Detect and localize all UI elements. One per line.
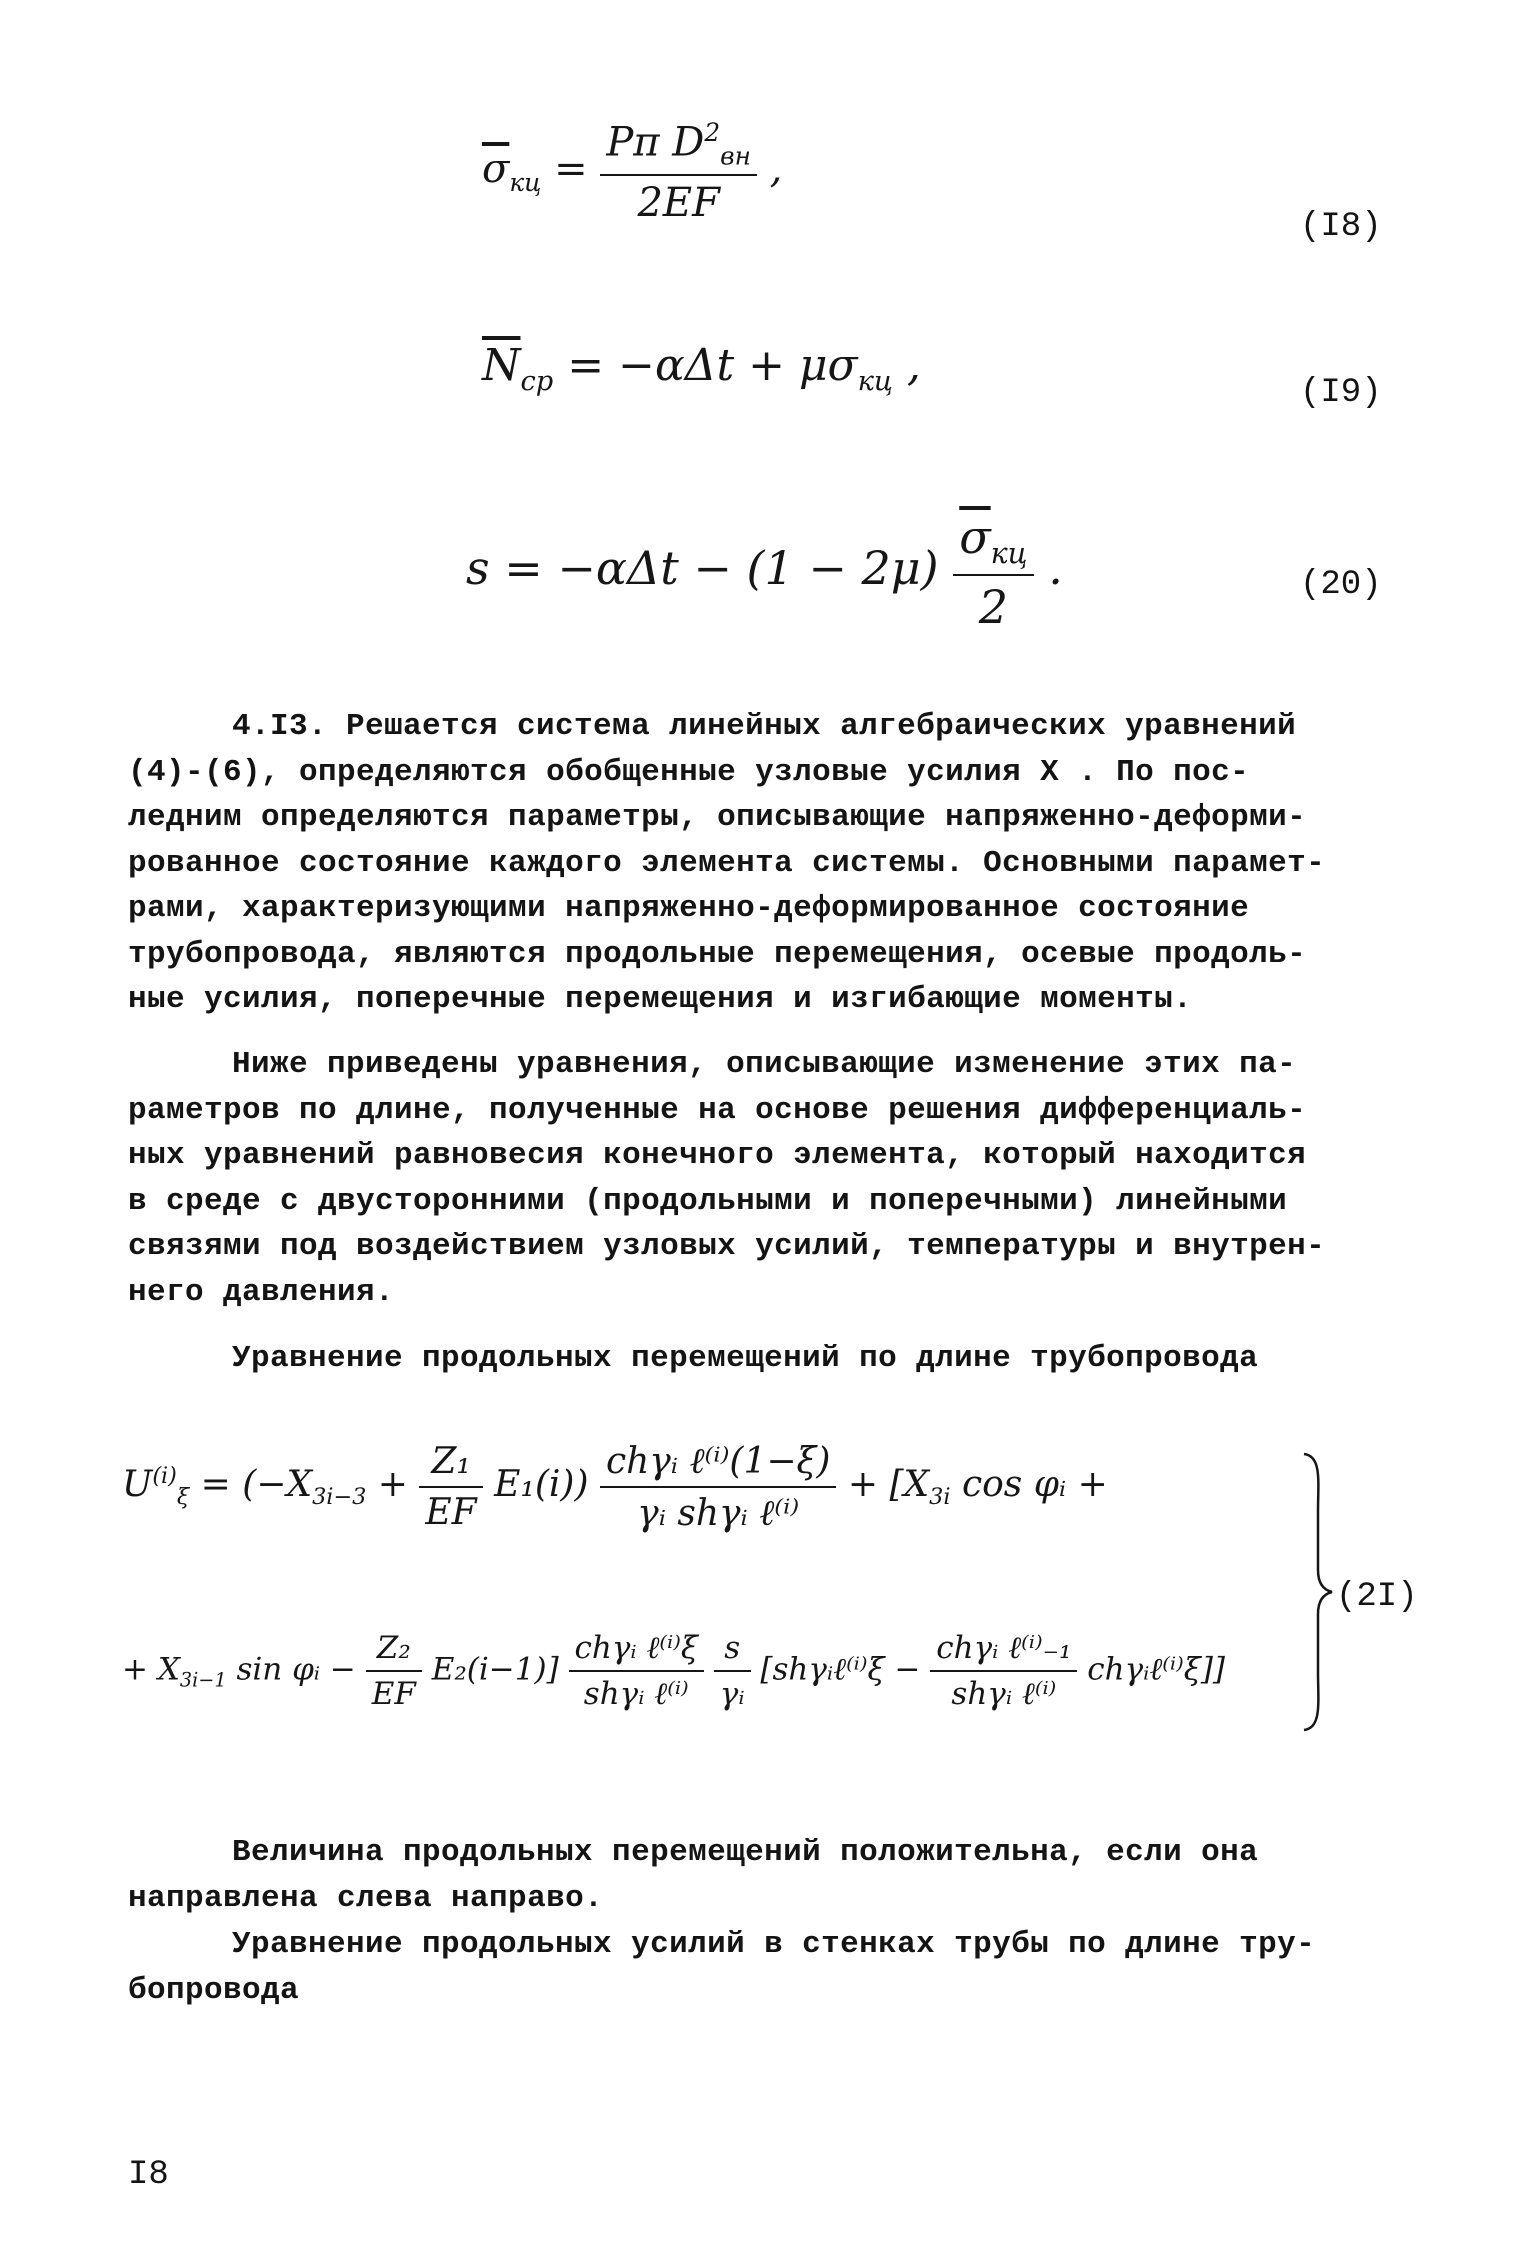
- formula-18-numerator: Pπ D: [606, 119, 705, 166]
- equation-number-18: (I8): [1300, 208, 1382, 246]
- formula-18-denominator: 2EF: [600, 174, 757, 226]
- formula-18: $\overline{\sigma}_{кц}$ = $\frac{P\pi D^2_{вн}}{2EF}$ ,: [482, 118, 783, 227]
- page-number: I8: [128, 2156, 169, 2194]
- formula-20-fraction: $\frac{\overline{\sigma}_{кц}}{2}$: [953, 510, 1033, 634]
- formula-18-lhs-sub: кц: [509, 168, 542, 198]
- paragraph-displacement-sign: Величина продольных перемещений положительна, если она направлена слева направо.: [128, 1835, 1259, 1916]
- equation-brace: [1300, 1452, 1334, 1732]
- formula-20-lhs: s = −αΔt − (1 − 2μ): [466, 541, 939, 596]
- formula-20: s = −αΔt − (1 − 2μ) $\frac{\overline{\sigma}_{кц}}{2}$ .: [466, 510, 1063, 635]
- formula-21-line-1: $U^{(i)}_\xi = (-X_{3i-3}$ + $\frac{\text{Z₁}}{EF}$ E₁(i)) $\frac{\text{chγᵢ ℓ⁽ⁱ⁾(1−ξ)}}{\text{γᵢ shγᵢ ℓ⁽ⁱ⁾}}$ + [$X_{3i}$ cos φᵢ +: [122, 1441, 1108, 1534]
- formula-18-fraction: $\frac{P\pi D^2_{вн}}{2EF}$: [600, 118, 757, 226]
- formula-18-lhs: $\overline{\sigma}$: [482, 146, 510, 193]
- paragraph-longitudinal-forces: Уравнение продольных усилий в стенках трубы по длине тру- бопровода: [128, 1927, 1316, 2008]
- formula-19-rhs: = −αΔt + μσ: [567, 340, 858, 391]
- equation-number-19: (I9): [1300, 374, 1382, 412]
- equation-number-21: (2I): [1336, 1578, 1418, 1616]
- paragraph-equations-intro: Ниже приведены уравнения, описывающие изменение этих па- раметров по длине, полученные на основе решения дифференциаль- ных уравнений равновесия конечного элемента, который находится в среде с двусторонними (продольными и поперечными) линейными связями под воздействием узловых усилий, температуры и внутрен- него давления.: [128, 1047, 1326, 1310]
- formula-21-line-2: + $X_{3i-1}$ sin φᵢ − $\frac{\text{Z₂}}{EF}$ E₂(i−1)] $\frac{\text{chγᵢ ℓ⁽ⁱ⁾ξ}}{\text{shγᵢ ℓ⁽ⁱ⁾}}$ $\frac{s}{\text{γᵢ}}$ [shγᵢℓ⁽ⁱ⁾ξ − $\frac{\text{chγᵢ ℓ⁽ⁱ⁾₋₁}}{\text{shγᵢ ℓ⁽ⁱ⁾}}$ chγᵢℓ⁽ⁱ⁾ξ]]: [122, 1630, 1226, 1712]
- paragraph-4-13: 4.I3. Решается система линейных алгебраических уравнений (4)-(6), определяются обобщенные узловые усилия X . По пос- ледним определяются параметры, описывающие напряженно-деформи- рованное состояние каждого элемента системы. Основными парамет- рами, характеризующими напряженно-деформированное состояние трубопровода, являются продольные перемещения, осевые продоль- ные усилия, поперечные перемещения и изгибающие моменты.: [128, 709, 1326, 1017]
- equation-number-20: (20): [1300, 566, 1382, 604]
- paragraph-longitudinal-heading: Уравнение продольных перемещений по длине трубопровода: [232, 1341, 1259, 1376]
- formula-19: $\overline{N}_{cp} = -\alpha\Delta t + \mu\sigma_{кц}$ ,: [482, 340, 921, 397]
- formula-19-lhs: $\overline{N}$: [482, 340, 521, 391]
